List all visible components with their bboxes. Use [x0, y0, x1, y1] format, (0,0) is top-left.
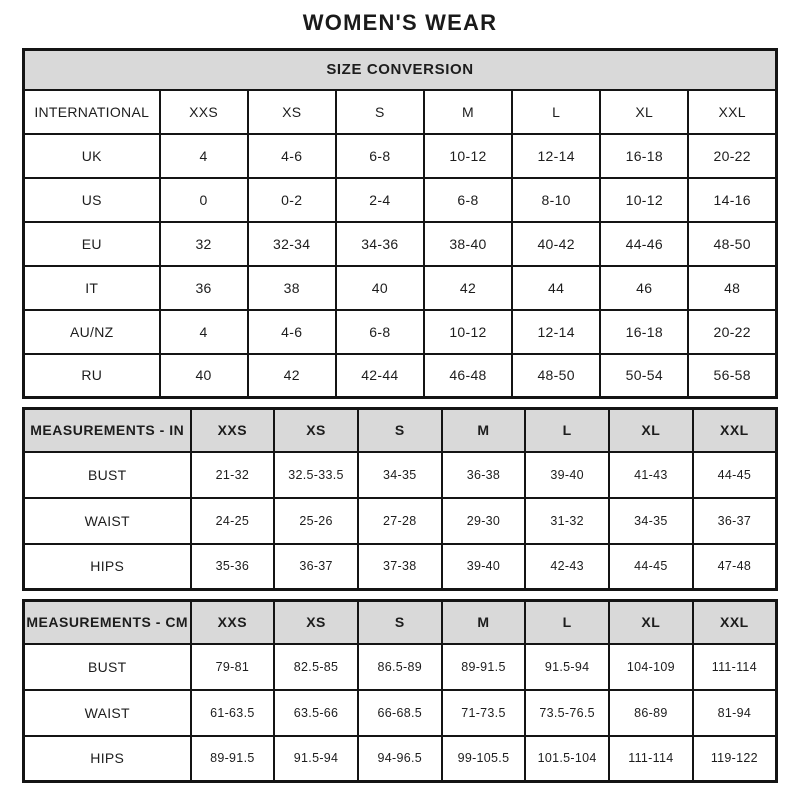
- size-conversion-value-cell: 48-50: [688, 222, 776, 266]
- measurements-in-value-cell: 44-45: [609, 544, 693, 590]
- measurements-cm-column-header: XXS: [191, 601, 275, 644]
- measurements-in-value-cell: 42-43: [525, 544, 609, 590]
- measurements-in-value-cell: 25-26: [274, 498, 358, 544]
- size-conversion-value-cell: 12-14: [512, 134, 600, 178]
- size-conversion-row-label: IT: [24, 266, 160, 310]
- measurements-cm-value-cell: 111-114: [609, 736, 693, 782]
- measurements-cm-value-cell: 79-81: [191, 644, 275, 690]
- measurements-cm-column-header: L: [525, 601, 609, 644]
- measurements-in-value-cell: 21-32: [191, 452, 275, 498]
- measurements-in-value-cell: 47-48: [693, 544, 777, 590]
- size-conversion-value-cell: 48: [688, 266, 776, 310]
- measurements-cm-value-cell: 73.5-76.5: [525, 690, 609, 736]
- size-conversion-value-cell: 6-8: [424, 178, 512, 222]
- measurements-in-row-label: HIPS: [24, 544, 191, 590]
- size-conversion-value-cell: 38: [248, 266, 336, 310]
- measurements-cm-value-cell: 91.5-94: [274, 736, 358, 782]
- size-conversion-value-cell: 8-10: [512, 178, 600, 222]
- measurements-cm-value-cell: 86-89: [609, 690, 693, 736]
- size-conversion-column-header: XXS: [160, 90, 248, 134]
- measurements-cm-column-header: XXL: [693, 601, 777, 644]
- size-conversion-value-cell: 42: [248, 354, 336, 398]
- size-conversion-value-cell: 4-6: [248, 310, 336, 354]
- size-conversion-value-cell: 40: [336, 266, 424, 310]
- size-conversion-value-cell: 10-12: [424, 134, 512, 178]
- size-conversion-value-cell: 32-34: [248, 222, 336, 266]
- measurements-in-table: [22, 407, 778, 591]
- size-conversion-value-cell: 4: [160, 310, 248, 354]
- size-conversion-row-label: US: [24, 178, 160, 222]
- size-conversion-value-cell: 20-22: [688, 134, 776, 178]
- size-conversion-column-header: XS: [248, 90, 336, 134]
- measurements-cm-value-cell: 104-109: [609, 644, 693, 690]
- size-conversion-value-cell: 20-22: [688, 310, 776, 354]
- measurements-in-column-header: XL: [609, 409, 693, 452]
- size-conversion-value-cell: 6-8: [336, 134, 424, 178]
- size-conversion-value-cell: 44: [512, 266, 600, 310]
- measurements-cm-table: [22, 599, 778, 783]
- measurements-in-value-cell: 34-35: [358, 452, 442, 498]
- size-conversion-value-cell: 42-44: [336, 354, 424, 398]
- measurements-cm-value-cell: 89-91.5: [191, 736, 275, 782]
- size-conversion-row: [24, 222, 777, 266]
- size-conversion-value-cell: 46: [600, 266, 688, 310]
- measurements-in-value-cell: 34-35: [609, 498, 693, 544]
- measurements-cm-value-cell: 81-94: [693, 690, 777, 736]
- size-conversion-value-cell: 40: [160, 354, 248, 398]
- size-conversion-value-cell: 10-12: [424, 310, 512, 354]
- size-conversion-value-cell: 12-14: [512, 310, 600, 354]
- size-conversion-value-cell: 14-16: [688, 178, 776, 222]
- size-conversion-body: [24, 134, 777, 398]
- measurements-in-column-header: XS: [274, 409, 358, 452]
- measurements-in-column-header: XXL: [693, 409, 777, 452]
- size-conversion-column-header: M: [424, 90, 512, 134]
- size-conversion-value-cell: 16-18: [600, 134, 688, 178]
- measurements-in-column-header: XXS: [191, 409, 275, 452]
- measurements-in-column-header: S: [358, 409, 442, 452]
- measurements-cm-value-cell: 99-105.5: [442, 736, 526, 782]
- size-conversion-row: [24, 310, 777, 354]
- size-conversion-value-cell: 48-50: [512, 354, 600, 398]
- measurements-cm-row-label: WAIST: [24, 690, 191, 736]
- size-conversion-row: [24, 354, 777, 398]
- size-conversion-row-label: AU/NZ: [24, 310, 160, 354]
- size-conversion-value-cell: 4-6: [248, 134, 336, 178]
- size-conversion-column-header: S: [336, 90, 424, 134]
- measurements-in-value-cell: 39-40: [442, 544, 526, 590]
- measurements-in-row: [24, 544, 777, 590]
- measurements-cm-row-label: BUST: [24, 644, 191, 690]
- measurements-in-value-cell: 31-32: [525, 498, 609, 544]
- size-conversion-header: SIZE CONVERSION: [24, 50, 777, 90]
- measurements-in-row-label: WAIST: [24, 498, 191, 544]
- measurements-in-row: [24, 498, 777, 544]
- measurements-in-column-header: M: [442, 409, 526, 452]
- size-conversion-value-cell: 16-18: [600, 310, 688, 354]
- size-conversion-value-cell: 32: [160, 222, 248, 266]
- size-conversion-value-cell: 36: [160, 266, 248, 310]
- measurements-cm-value-cell: 89-91.5: [442, 644, 526, 690]
- size-conversion-column-header: XL: [600, 90, 688, 134]
- measurements-cm-value-cell: 66-68.5: [358, 690, 442, 736]
- measurements-cm-row-label: HIPS: [24, 736, 191, 782]
- size-conversion-value-cell: 42: [424, 266, 512, 310]
- size-conversion-value-cell: 38-40: [424, 222, 512, 266]
- page-title: WOMEN'S WEAR: [302, 10, 498, 35]
- measurements-cm-body: [24, 644, 777, 782]
- measurements-cm-value-cell: 82.5-85: [274, 644, 358, 690]
- size-conversion-value-cell: 10-12: [600, 178, 688, 222]
- measurements-cm-row: [24, 736, 777, 782]
- measurements-cm-row: [24, 644, 777, 690]
- size-conversion-row-label: EU: [24, 222, 160, 266]
- measurements-cm-value-cell: 61-63.5: [191, 690, 275, 736]
- measurements-cm-column-header: S: [358, 601, 442, 644]
- measurements-in-value-cell: 37-38: [358, 544, 442, 590]
- measurements-cm-value-cell: 86.5-89: [358, 644, 442, 690]
- size-conversion-row-label: UK: [24, 134, 160, 178]
- size-conversion-value-cell: 56-58: [688, 354, 776, 398]
- size-conversion-value-cell: 2-4: [336, 178, 424, 222]
- size-conversion-value-cell: 44-46: [600, 222, 688, 266]
- size-conversion-table: [22, 48, 778, 399]
- measurements-in-column-header: MEASUREMENTS - IN: [24, 409, 191, 452]
- measurements-in-value-cell: 36-38: [442, 452, 526, 498]
- measurements-in-value-cell: 41-43: [609, 452, 693, 498]
- size-conversion-value-cell: 0-2: [248, 178, 336, 222]
- measurements-in-row: [24, 452, 777, 498]
- measurements-cm-value-cell: 71-73.5: [442, 690, 526, 736]
- measurements-cm-value-cell: 94-96.5: [358, 736, 442, 782]
- measurements-in-header-row: [24, 409, 777, 452]
- measurements-cm-column-header: XS: [274, 601, 358, 644]
- measurements-in-value-cell: 36-37: [274, 544, 358, 590]
- size-conversion-value-cell: 4: [160, 134, 248, 178]
- size-conversion-value-cell: 50-54: [600, 354, 688, 398]
- size-conversion-column-header: L: [512, 90, 600, 134]
- size-conversion-title-row: [24, 50, 777, 90]
- size-conversion-row: [24, 266, 777, 310]
- size-conversion-value-cell: 46-48: [424, 354, 512, 398]
- size-conversion-column-header: INTERNATIONAL: [24, 90, 160, 134]
- measurements-cm-value-cell: 63.5-66: [274, 690, 358, 736]
- measurements-cm-header-row: [24, 601, 777, 644]
- measurements-cm-value-cell: 101.5-104: [525, 736, 609, 782]
- size-conversion-row: [24, 178, 777, 222]
- measurements-in-row-label: BUST: [24, 452, 191, 498]
- size-conversion-value-cell: 6-8: [336, 310, 424, 354]
- measurements-in-value-cell: 27-28: [358, 498, 442, 544]
- size-conversion-column-header-row: [24, 90, 777, 134]
- measurements-cm-value-cell: 111-114: [693, 644, 777, 690]
- measurements-in-value-cell: 32.5-33.5: [274, 452, 358, 498]
- measurements-cm-column-header: XL: [609, 601, 693, 644]
- size-conversion-row-label: RU: [24, 354, 160, 398]
- measurements-in-value-cell: 39-40: [525, 452, 609, 498]
- measurements-in-value-cell: 35-36: [191, 544, 275, 590]
- measurements-cm-column-header: M: [442, 601, 526, 644]
- measurements-cm-column-header: MEASUREMENTS - CM: [24, 601, 191, 644]
- measurements-in-value-cell: 36-37: [693, 498, 777, 544]
- measurements-in-column-header: L: [525, 409, 609, 452]
- size-conversion-value-cell: 40-42: [512, 222, 600, 266]
- measurements-in-body: [24, 452, 777, 590]
- measurements-in-value-cell: 44-45: [693, 452, 777, 498]
- measurements-cm-value-cell: 91.5-94: [525, 644, 609, 690]
- size-conversion-column-header: XXL: [688, 90, 776, 134]
- size-conversion-value-cell: 0: [160, 178, 248, 222]
- size-conversion-row: [24, 134, 777, 178]
- size-conversion-value-cell: 34-36: [336, 222, 424, 266]
- measurements-cm-row: [24, 690, 777, 736]
- measurements-cm-value-cell: 119-122: [693, 736, 777, 782]
- measurements-in-value-cell: 24-25: [191, 498, 275, 544]
- measurements-in-value-cell: 29-30: [442, 498, 526, 544]
